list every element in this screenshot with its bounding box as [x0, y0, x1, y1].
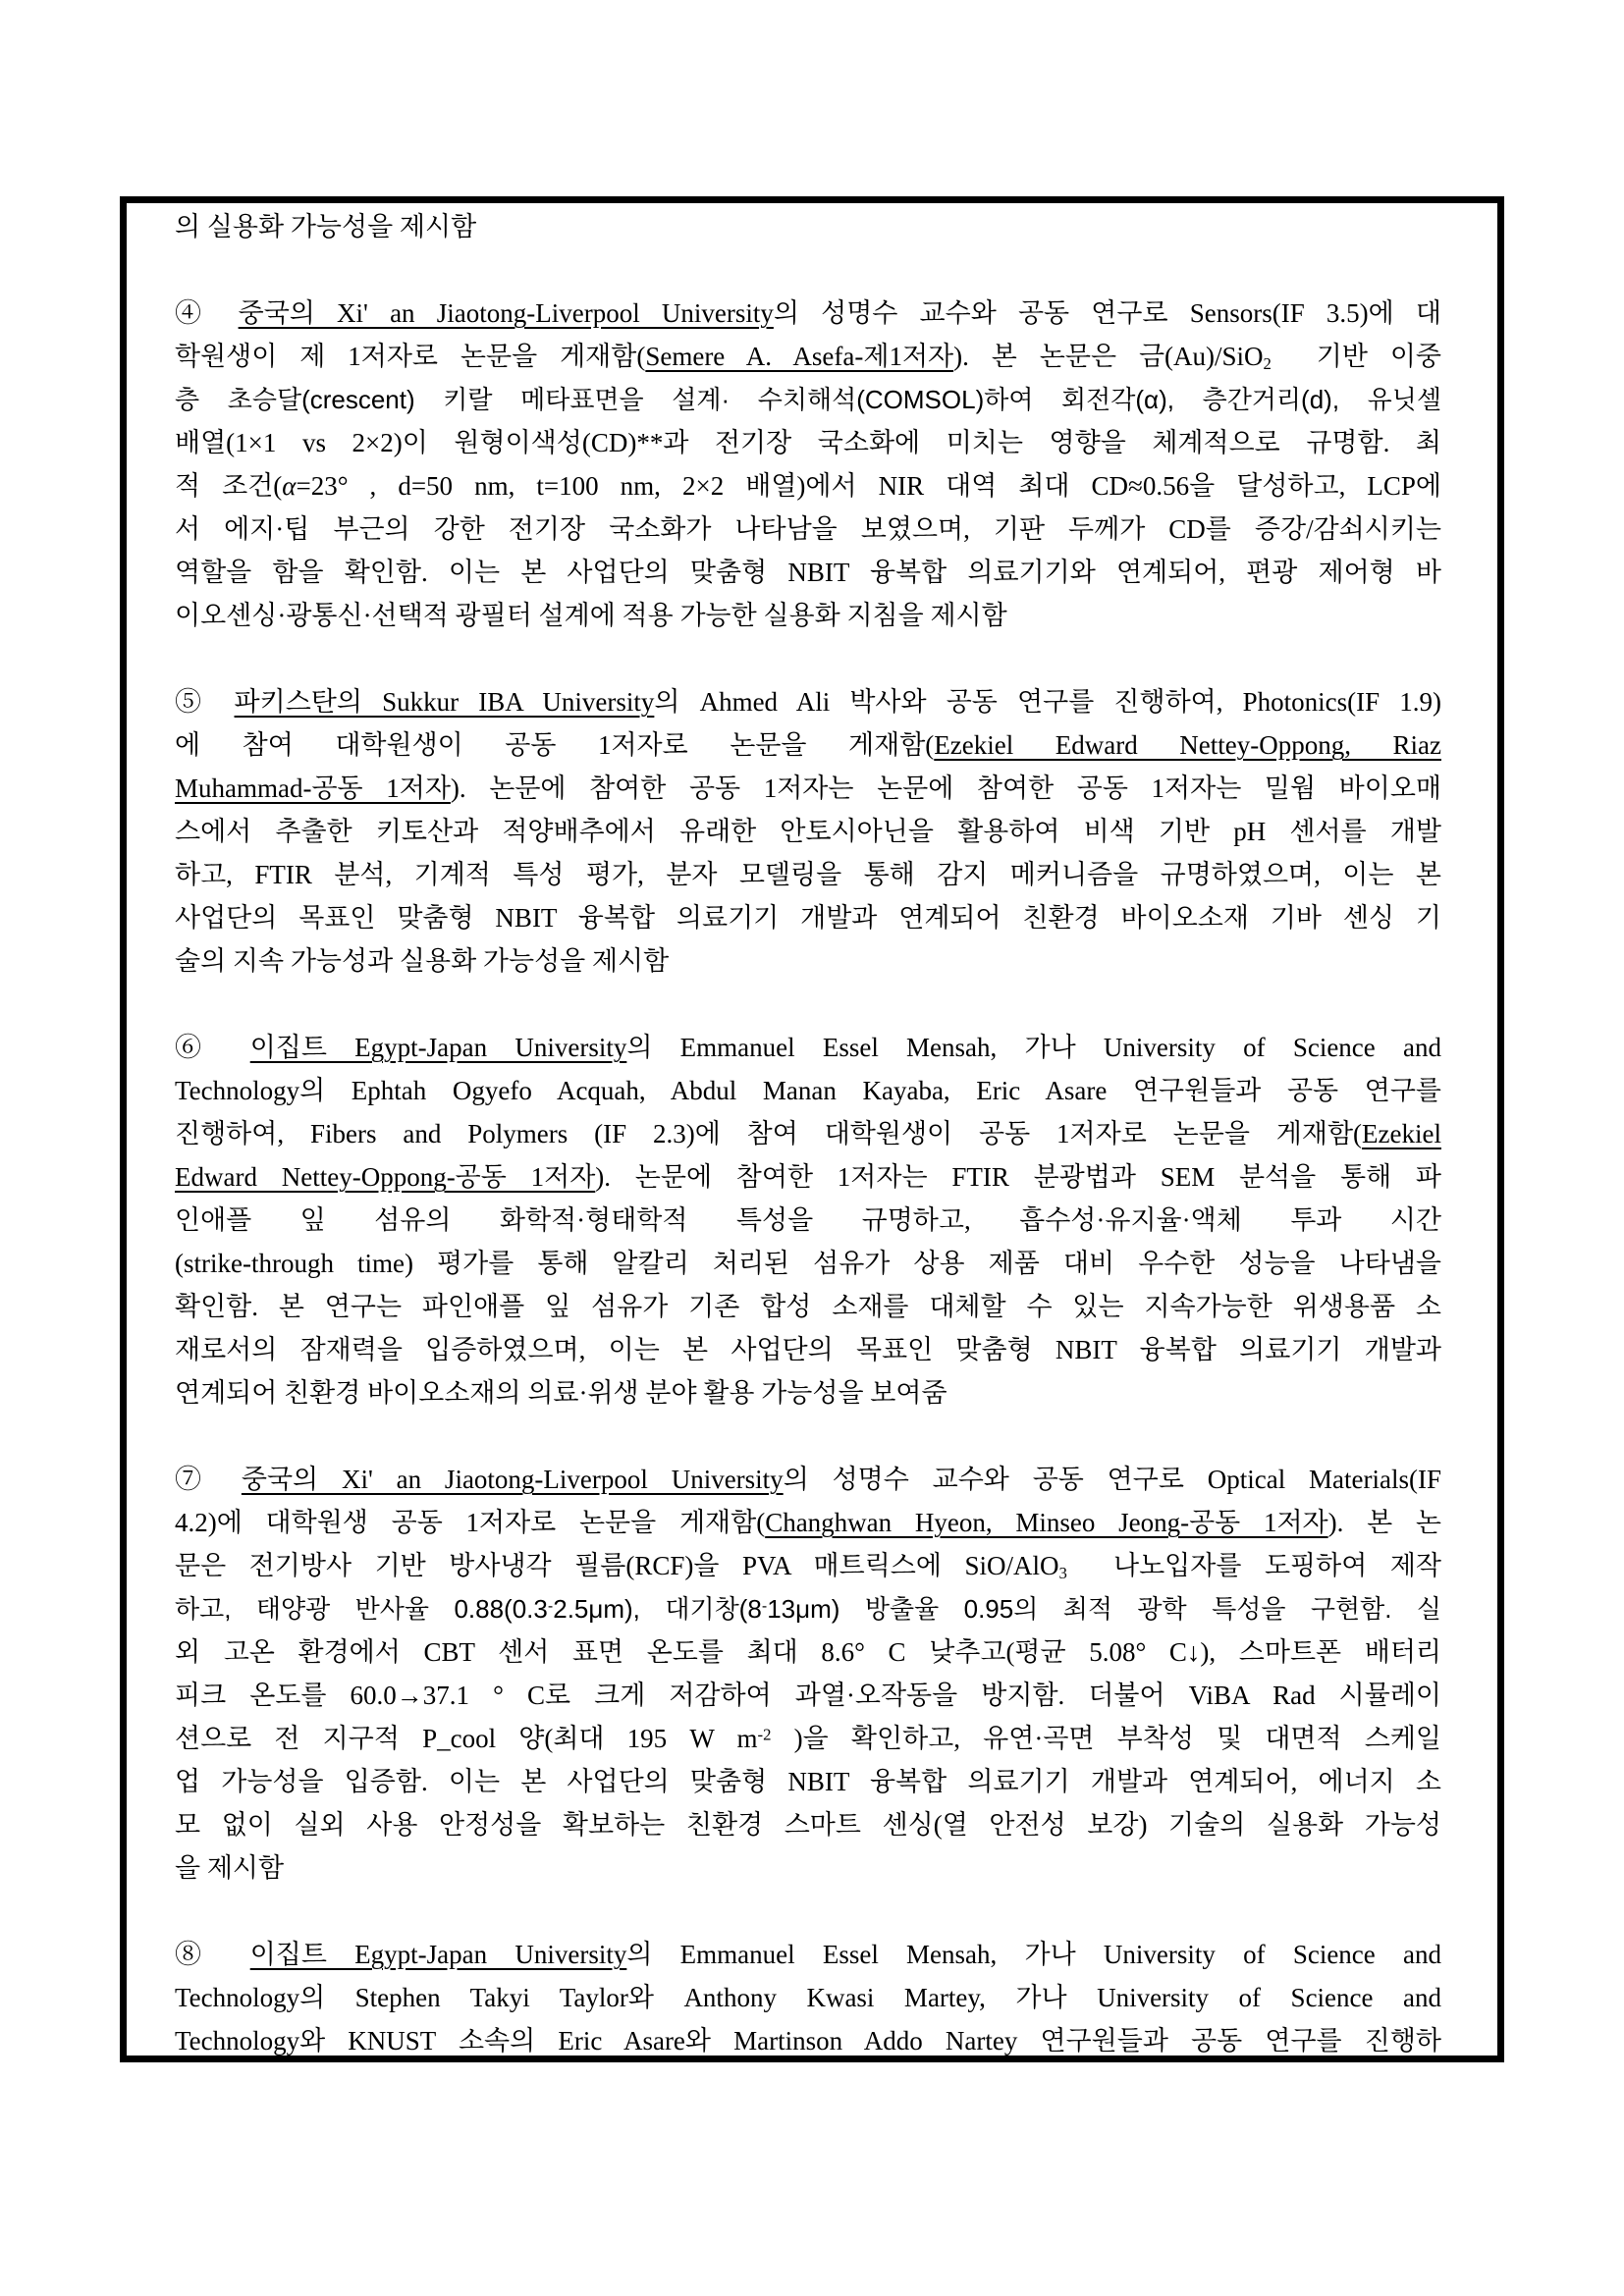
text-segment: ⑧ — [175, 1940, 250, 1969]
text-line — [175, 1242, 1441, 1285]
text-segment: 하고, 태양광 반사율 0.88(0.3 — [175, 1594, 548, 1624]
text-segment: 술의 지속 가능성과 실용화 가능성을 제시함 — [175, 946, 670, 976]
text-line — [175, 594, 1441, 637]
text-line — [175, 853, 1441, 896]
text-segment: )을 확인하고, 유연·곡면 부착성 및 대면적 스케일 — [771, 1724, 1441, 1753]
text-segment: ). 본 논 — [1327, 1508, 1441, 1537]
text-segment: ⑦ — [175, 1465, 242, 1494]
document-content — [175, 205, 1441, 2062]
text-segment: 의 실용화 가능성을 제시함 — [175, 212, 477, 241]
text-segment: 의 성명수 교수와 공동 연구로 Optical Materials(IF — [783, 1465, 1441, 1494]
text-segment: 을 제시함 — [175, 1853, 285, 1883]
underlined-text: 파키스탄의 Sukkur IBA University — [234, 687, 655, 717]
text-segment: 문은 전기방사 기반 방사냉각 필름(RCF)을 PVA 매트릭스에 SiO/AlO — [175, 1551, 1059, 1580]
text-line — [175, 810, 1441, 853]
text-segment: 확인함. 본 연구는 파인애플 잎 섬유가 기존 합성 소재를 대체할 수 있는 지속가능한 위생용품 소 — [175, 1292, 1441, 1321]
text-line — [175, 1674, 1441, 1717]
text-line — [175, 680, 1441, 723]
underlined-text: 이집트 Egypt-Japan University — [249, 1033, 627, 1062]
text-segment: 하고, FTIR 분석, 기계적 특성 평가, 분자 모델링을 통해 감지 메커니즘을 규명하였으며, 이는 본 — [175, 860, 1441, 889]
text-segment: 연계되어 친환경 바이오소재의 의료·위생 분야 활용 가능성을 보여줌 — [175, 1378, 947, 1408]
text-segment: 역할을 함을 확인함. 이는 본 사업단의 맞춤형 NBIT 융복합 의료기기와 연계되어, 편광 제어형 바 — [175, 558, 1441, 587]
text-segment: 사업단의 목표인 맞춤형 NBIT 융복합 의료기기 개발과 연계되어 친환경 바이오소재 기바 센싱 기 — [175, 903, 1441, 933]
text-line — [175, 1760, 1441, 1803]
text-segment: 외 고온 환경에서 CBT 센서 표면 온도를 최대 8.6° C 낮추고(평균 5.08° C↓), 스마트폰 배터리 — [175, 1637, 1441, 1667]
text-segment: (strike-through time) 평가를 통해 알칼리 처리된 섬유가 상용 제품 대비 우수한 성능을 나타냄을 — [175, 1249, 1441, 1278]
text-line — [175, 1587, 1441, 1630]
underlined-text: Edward Nettey-Oppong-공동 1저자 — [175, 1162, 596, 1192]
text-line — [175, 1501, 1441, 1544]
paragraph-item-6 — [175, 1026, 1441, 1415]
text-segment: 션으로 전 지구적 P_cool 양(최대 195 W m — [175, 1724, 758, 1753]
text-segment: Technology의 Stephen Takyi Taylor와 Anthony Kwasi Martey, 가나 University of Science and — [175, 1983, 1441, 2012]
text-segment: 2 — [1263, 354, 1272, 374]
paragraph-item-4 — [175, 292, 1441, 637]
text-line — [175, 1371, 1441, 1415]
text-segment: 업 가능성을 입증함. 이는 본 사업단의 맞춤형 NBIT 융복합 의료기기 개발과 연계되어, 에너지 소 — [175, 1767, 1441, 1796]
text-segment: 피크 온도를 60.0→37.1 ° C로 크게 저감하여 과열·오작동을 방지함. 더불어 ViBA Rad 시뮬레이 — [175, 1681, 1441, 1710]
underlined-text: Ezekiel — [1362, 1119, 1441, 1148]
underlined-text: Changhwan Hyeon, Minseo Jeong-공동 1저자 — [765, 1508, 1328, 1537]
text-segment: - — [547, 1596, 554, 1615]
text-line — [175, 1933, 1441, 1976]
text-line — [175, 1803, 1441, 1846]
paragraph-item-8 — [175, 1933, 1441, 2062]
underlined-text: Semere A. Asefa-제1저자 — [645, 342, 954, 371]
text-segment: 적 조건( — [175, 471, 283, 501]
text-line — [175, 1630, 1441, 1674]
text-line — [175, 1976, 1441, 2019]
text-segment: Technology와 KNUST 소속의 Eric Asare와 Martinson Addo Nartey 연구원들과 공동 연구를 진행하 — [175, 2026, 1441, 2056]
text-segment: 모 없이 실외 사용 안정성을 확보하는 친환경 스마트 센싱(열 안전성 보강) 기술의 실용화 가능성 — [175, 1810, 1441, 1840]
underlined-text: 이집트 Egypt-Japan University — [249, 1940, 627, 1969]
underlined-text: 중국의 Xi' an Jiaotong-Liverpool University — [238, 298, 774, 328]
text-line — [175, 1155, 1441, 1199]
text-segment: - — [761, 1596, 768, 1615]
text-segment: 3 — [1058, 1564, 1067, 1583]
text-segment: 의 Emmanuel Essel Mensah, 가나 University of Science and — [626, 1940, 1441, 1969]
table-cell-border — [120, 196, 1504, 2062]
text-segment: 의 Emmanuel Essel Mensah, 가나 University of Science and — [626, 1033, 1441, 1062]
text-line — [175, 1544, 1441, 1587]
text-line — [175, 335, 1441, 378]
text-line — [175, 1328, 1441, 1371]
text-segment: 진행하여, Fibers and Polymers (IF 2.3)에 참여 대학원생이 공동 1저자로 논문을 게재함( — [175, 1119, 1363, 1148]
text-segment: ⑥ — [175, 1033, 250, 1062]
text-line — [175, 1112, 1441, 1155]
text-segment: 2.5μm), 대기창(8 — [553, 1594, 762, 1624]
text-line — [175, 1199, 1441, 1242]
text-segment: ④ — [175, 298, 239, 328]
text-segment: 재로서의 잠재력을 입증하였으며, 이는 본 사업단의 목표인 맞춤형 NBIT 융복합 의료기기 개발과 — [175, 1335, 1441, 1364]
text-segment: 4.2)에 대학원생 공동 1저자로 논문을 게재함( — [175, 1508, 766, 1537]
text-segment: 기반 이중 — [1271, 342, 1441, 371]
text-segment: Technology의 Ephtah Ogyefo Acquah, Abdul Manan Kayaba, Eric Asare 연구원들과 공동 연구를 — [175, 1076, 1441, 1105]
paragraph-item-5 — [175, 680, 1441, 983]
text-segment: -2 — [757, 1725, 772, 1744]
text-line — [175, 378, 1441, 421]
text-segment: ). 논문에 참여한 1저자는 FTIR 분광법과 SEM 분석을 통해 파 — [595, 1162, 1441, 1192]
text-segment: 의 성명수 교수와 공동 연구로 Sensors(IF 3.5)에 대 — [773, 298, 1441, 328]
text-segment: 에 참여 대학원생이 공동 1저자로 논문을 게재함( — [175, 730, 935, 760]
underlined-text: 중국의 Xi' an Jiaotong-Liverpool University — [241, 1465, 784, 1494]
text-line — [175, 421, 1441, 464]
text-line — [175, 723, 1441, 767]
text-segment: =23° , d=50 nm, t=100 nm, 2×2 배열)에서 NIR 대역 최대 CD≈0.56을 달성하고, LCP에 — [296, 471, 1441, 501]
text-segment: ). 본 논문은 금(Au)/SiO — [953, 342, 1264, 371]
text-line — [175, 205, 1441, 248]
text-segment: 13μm) 방출율 0.95의 최적 광학 특성을 구현함. 실 — [767, 1594, 1441, 1624]
text-line — [175, 2019, 1441, 2062]
text-segment: α — [282, 471, 297, 501]
underlined-text: Ezekiel Edward Nettey-Oppong, Riaz — [934, 730, 1441, 760]
text-segment: 학원생이 제 1저자로 논문을 게재함( — [175, 342, 646, 371]
text-line — [175, 507, 1441, 551]
text-line — [175, 292, 1441, 335]
text-segment: 배열(1×1 vs 2×2)이 원형이색성(CD)**과 전기장 국소화에 미치는 영향을 체계적으로 규명함. 최 — [175, 428, 1441, 457]
text-line — [175, 1717, 1441, 1760]
text-line — [175, 896, 1441, 939]
text-line — [175, 1846, 1441, 1890]
text-segment: 스에서 추출한 키토산과 적양배추에서 유래한 안토시아닌을 활용하여 비색 기반 pH 센서를 개발 — [175, 817, 1441, 846]
text-segment: ). 논문에 참여한 공동 1저자는 논문에 참여한 공동 1저자는 밀웜 바이오매 — [450, 774, 1441, 803]
text-segment: 인애플 잎 섬유의 화학적·형태학적 특성을 규명하고, 흡수성·유지율·액체 투과 시간 — [175, 1205, 1441, 1235]
underlined-text: Muhammad-공동 1저자 — [175, 774, 451, 803]
text-segment: 이오센싱·광통신·선택적 광필터 설계에 적용 가능한 실용화 지침을 제시함 — [175, 601, 1007, 630]
text-segment: 서 에지·팁 부근의 강한 전기장 국소화가 나타남을 보였으며, 기판 두께가 CD를 증강/감쇠시키는 — [175, 514, 1441, 544]
paragraph-item-7 — [175, 1458, 1441, 1890]
text-segment: ⑤ — [175, 687, 235, 717]
text-segment: 의 Ahmed Ali 박사와 공동 연구를 진행하여, Photonics(IF 1.9) — [654, 687, 1441, 717]
text-line — [175, 1458, 1441, 1501]
text-line — [175, 1026, 1441, 1069]
paragraph-intro-continuation — [175, 205, 1441, 248]
text-segment: 나노입자를 도핑하여 제작 — [1066, 1551, 1441, 1580]
text-line — [175, 767, 1441, 810]
text-line — [175, 939, 1441, 983]
text-segment: 층 초승달(crescent) 키랄 메타표면을 설계· 수치해석(COMSOL)하여 회전각(α), 층간거리(d), 유닛셀 — [175, 385, 1441, 414]
text-line — [175, 1069, 1441, 1112]
text-line — [175, 1285, 1441, 1328]
text-line — [175, 551, 1441, 594]
text-line — [175, 464, 1441, 507]
